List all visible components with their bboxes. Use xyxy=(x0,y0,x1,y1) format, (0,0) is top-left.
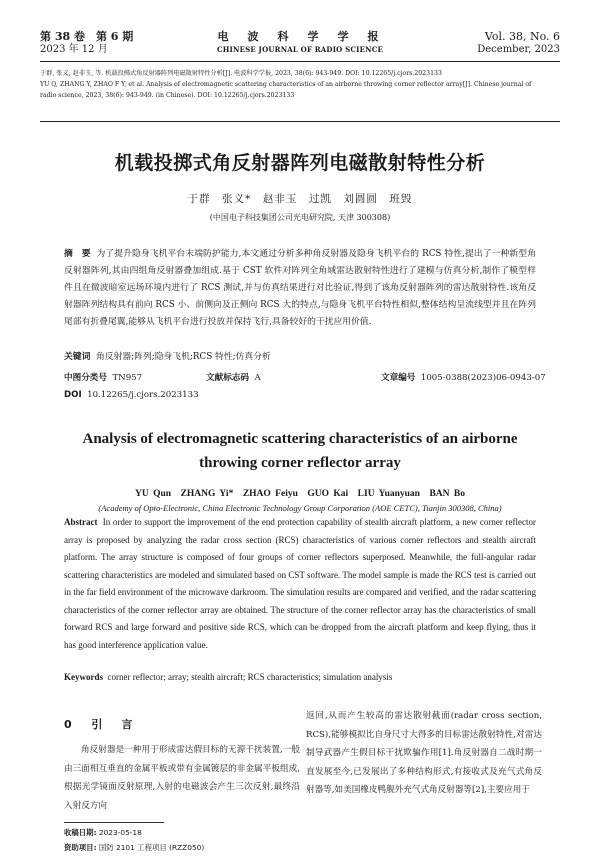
header-center xyxy=(180,30,420,56)
affiliation-en: (Academy of Opto-Electronic, China Electronic Technology Group Corporation (AOE CETC), Tianjin 300308, China) xyxy=(98,503,502,513)
doc-code-label: 文献标志码 xyxy=(206,373,249,383)
citation-block xyxy=(40,68,560,101)
authors-en: YU Qun ZHANG Yi* ZHAO Feiyu GUO Kai LIU Yuanyuan BAN Bo xyxy=(135,489,465,499)
affiliation-cn: (中国电子科技集团公司光电研究院, 天津 300308) xyxy=(209,213,391,222)
funding-label: 资助项目: xyxy=(64,843,97,852)
footnote-rule xyxy=(64,822,164,823)
date-en: December, 2023 xyxy=(477,44,560,55)
citation-rule xyxy=(40,121,560,122)
journal-name-en: CHINESE JOURNAL OF RADIO SCIENCE xyxy=(216,45,384,54)
article-number xyxy=(381,371,546,383)
journal-name-cn: 电 波 科 学 学 报 xyxy=(217,30,383,43)
section-title: 引 言 xyxy=(91,718,137,731)
document-code xyxy=(206,371,261,383)
body-column-right: 返回,从而产生较高的雷达散射截面(radar cross section, RCS),能够模拟比自身尺寸大得多的目标雷达散射特性,对雷达制导武器产生假目标干扰欺骗作用[1].角反射器自二战时期一直发展至今,已发展出了多种结构形式,有接收式及充气式角反射器等,如美国橡皮鸭舰外充气式角反射器等[2],主要应用于 xyxy=(306,711,542,795)
received-label: 收稿日期: xyxy=(64,828,97,837)
doc-code-value: A xyxy=(254,373,261,383)
footnote-funding xyxy=(64,842,204,853)
clc-number xyxy=(64,371,142,383)
clc-value: TN957 xyxy=(112,373,143,383)
keywords-cn xyxy=(64,349,536,362)
paper-title-en: Analysis of electromagnetic scattering characteristics of an airborne throwing corner reflector array xyxy=(82,431,518,471)
keywords-cn-text: 角反射器;阵列;隐身飞机;RCS 特性;仿真分析 xyxy=(96,352,271,362)
article-number-label: 文章编号 xyxy=(381,373,416,383)
abstract-en xyxy=(64,514,536,654)
keywords-en xyxy=(64,672,536,682)
keywords-en-text: corner reflector; array; stealth aircraft; RCS characteristics; simulation analysis xyxy=(107,672,393,682)
keywords-cn-label: 关键词 xyxy=(64,352,91,362)
abstract-cn xyxy=(64,246,536,331)
citation-en-line-2: radio science, 2023, 38(6): 943-949. (in Chinese). DOI: 10.12265/j.cjors.2023133 xyxy=(40,92,295,99)
section-number: 0 xyxy=(64,718,76,731)
authors-cn: 于群 张义* 赵非玉 过凯 刘圆圆 班毁 xyxy=(187,193,413,205)
clc-label: 中图分类号 xyxy=(64,373,107,383)
volume-en: Vol. 38, No. 6 xyxy=(484,30,560,43)
body-column-left: 角反射器是一种用于形成雷达假目标的无源干扰装置,一般由三面相互垂直的金属平板或带有金属镀层的非金属平板组成,根据光学镜面反射原理,入射的电磁波会产生三次反射,最终沿入射反方向 xyxy=(64,745,300,811)
footnote-received xyxy=(64,827,142,838)
doi-value: 10.12265/j.cjors.2023133 xyxy=(87,390,199,400)
funding-value: 国防 2101 工程项目 (RZZ050) xyxy=(98,843,205,852)
header-right xyxy=(477,30,560,56)
header-left xyxy=(40,30,133,56)
abstract-en-text: In order to support the improvement of the end protection capability of stealth aircraft platform, a new corner reflector array is proposed by analyzing the radar cross section (RCS) characteristics of various corner reflectors and stealth aircraft platform. The array structure is composed of four groups of corner reflectors superposed. Meanwhile, the full-angular radar scattering characteristics are modeled and simulated based on CST software. The model sample is made the RCS test is carried out in the far field environment of the microwave darkroom. The simulation results are compared and verified, and the radar scattering characteristics of the corner reflector array are obtained. The structure of the corner reflector array has the characteristics of small forward RCS and large forward and positive side RCS, which can be dropped from the aircraft platform and keep flying, thus it has good interference application value. xyxy=(64,517,536,650)
article-number-value: 1005-0388(2023)06-0943-07 xyxy=(420,373,546,383)
doi-label: DOI xyxy=(64,390,82,400)
abstract-cn-text: 为了提升隐身飞机平台末端防护能力,本文通过分析多种角反射器及隐身飞机平台的 RCS 特性,提出了一种新型角反射器阵列,其由四组角反射器叠加组成.基于 CST 软件对阵列全角域雷达散射特性进行了建模与仿真分析,制作了模型样件且在微波暗室远场环境内进行了 RCS 测试,并与仿真结果进行对比验证,得到了该角反射器阵列的雷达散射特性.该角反射器阵列结构具有前向 RCS 小、前侧向及正侧向 RCS 大的特点,与隐身飞机平台特性相似,整体结构呈流线型并且在阵列尾部有折叠尾翼,能够从飞机平台进行投放并保持飞行,具备较好的干扰应用价值. xyxy=(64,249,536,327)
citation-en-line-1: YU Q, ZHANG Y, ZHAO F Y, et al. Analysis of electromagnetic scattering characteristics of an airborne throwing corner reflector array[J]. Chinese journal of xyxy=(40,81,532,88)
doi-line xyxy=(64,390,199,400)
date-cn: 2023 年 12 月 xyxy=(40,44,108,55)
received-value: 2023-05-18 xyxy=(98,828,142,837)
keywords-en-label: Keywords xyxy=(64,672,103,682)
paper-title-cn: 机载投掷式角反射器阵列电磁散射特性分析 xyxy=(114,152,486,174)
header-rule xyxy=(40,61,560,62)
citation-cn: 于群, 张义, 赵非玉, 等. 机载投掷式角反射器阵列电磁散射特性分析[J]. 电波科学学报, 2023, 38(6): 943-949. DOI: 10.12265/j.cjors.2023133 xyxy=(40,70,442,77)
abstract-cn-label: 摘 要 xyxy=(64,249,91,259)
abstract-en-label: Abstract xyxy=(64,517,98,527)
volume-cn: 第 38 卷 第 6 期 xyxy=(40,30,134,43)
section-heading xyxy=(64,716,136,732)
